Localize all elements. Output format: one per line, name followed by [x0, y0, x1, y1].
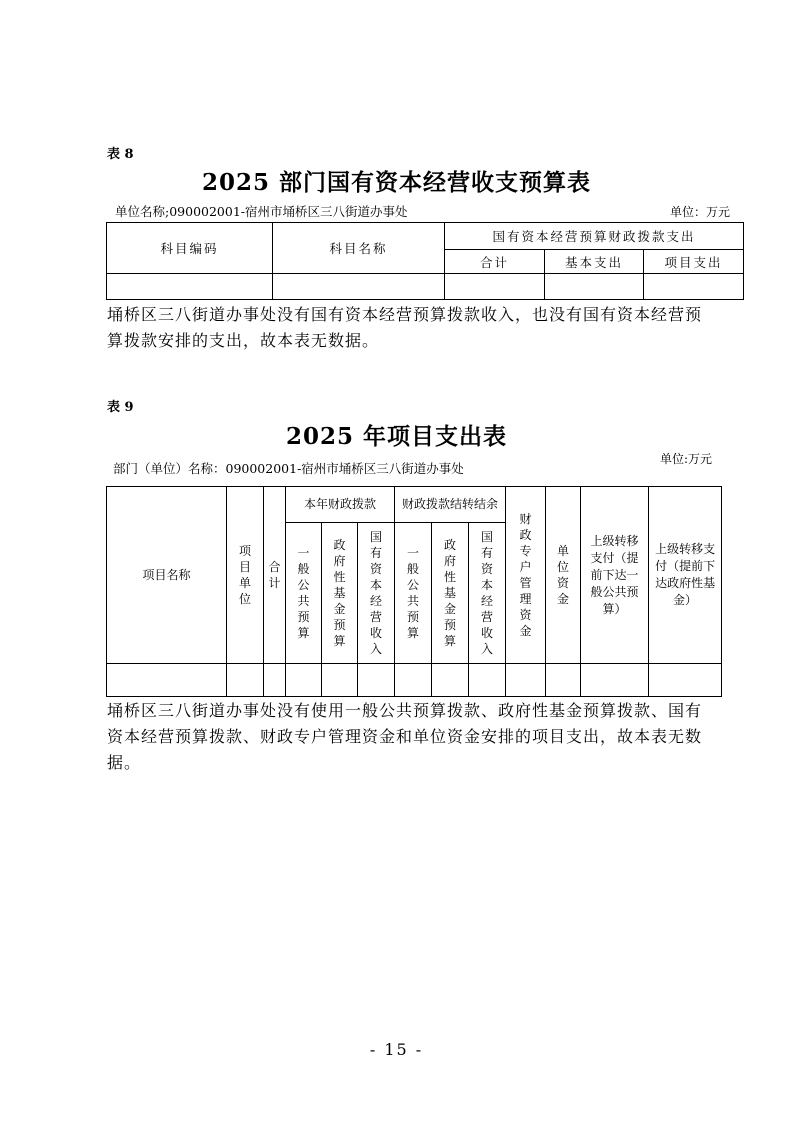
table8-org-name: 单位名称;090002001-宿州市埇桥区三八街道办事处	[115, 204, 408, 219]
table8-empty-row	[107, 274, 744, 300]
cell	[506, 664, 546, 697]
table9-title: 2025 年项目支出表	[285, 423, 508, 450]
table9-note: 埇桥区三八街道办事处没有使用一般公共预算拨款、政府性基金预算拨款、国有资本经营预算拨款、财政专户管理资金和单位资金安排的项目支出，故本表无数据。	[107, 701, 703, 772]
cell	[322, 664, 358, 697]
header-project-name: 项目名称	[107, 487, 227, 664]
header-transfer-general: 上级转移支付（提前下达一般公共预算）	[581, 487, 649, 664]
cell	[649, 664, 722, 697]
table8-tag: 表 8	[107, 147, 134, 162]
header-subject-code: 科目编码	[107, 223, 273, 274]
header-basic-expenditure: 基本支出	[545, 250, 644, 274]
cell	[227, 664, 264, 697]
table8-grid	[106, 222, 744, 300]
cell	[644, 274, 744, 300]
table9-org-name: 部门（单位）名称：090002001-宿州市埇桥区三八街道办事处	[113, 461, 464, 476]
cell	[545, 274, 644, 300]
header-state-capital-income-carryover: 国有资本经营收入	[481, 529, 494, 656]
header-unit-fund: 单位资金	[557, 543, 570, 606]
page-number: - 15 -	[369, 1040, 424, 1059]
cell	[432, 664, 469, 697]
table9-unit: 单位:万元	[660, 452, 713, 466]
header-carryover-balance: 财政拨款结转结余	[395, 487, 506, 523]
cell	[273, 274, 445, 300]
header-current-year-appropriation: 本年财政拨款	[286, 487, 395, 523]
header-subject-name: 科目名称	[273, 223, 445, 274]
table9-empty-row	[107, 664, 722, 697]
header-project-unit: 项目单位	[238, 543, 251, 606]
table9-tag: 表 9	[107, 400, 134, 415]
header-special-account-fund: 财政专户管理资金	[519, 511, 532, 638]
table8-unit: 单位：万元	[670, 205, 731, 219]
cell	[358, 664, 395, 697]
header-project-expenditure: 项目支出	[644, 250, 744, 274]
header-total: 合计	[268, 559, 281, 590]
cell	[546, 664, 581, 697]
cell	[395, 664, 432, 697]
cell	[264, 664, 286, 697]
cell	[445, 274, 545, 300]
header-gov-fund-budget: 政府性基金预算	[333, 537, 346, 648]
cell	[581, 664, 649, 697]
cell	[107, 274, 273, 300]
header-gov-fund-budget-carryover: 政府性基金预算	[444, 537, 457, 648]
table8-note: 埇桥区三八街道办事处没有国有资本经营预算拨款收入，也没有国有资本经营预算拨款安排的支出，故本表无数据。	[107, 305, 703, 350]
header-general-budget-carryover: 一般公共预算	[407, 545, 420, 640]
header-state-capital-income: 国有资本经营收入	[370, 529, 383, 656]
header-state-capital-expenditure: 国有资本经营预算财政拨款支出	[445, 223, 744, 250]
table8-title: 2025 部门国有资本经营收支预算表	[201, 169, 592, 196]
table9-grid	[106, 486, 722, 697]
header-transfer-fund: 上级转移支付（提前下达政府性基金）	[649, 487, 722, 664]
cell	[469, 664, 506, 697]
header-total: 合计	[445, 250, 545, 274]
header-general-budget: 一般公共预算	[297, 545, 310, 640]
cell	[107, 664, 227, 697]
cell	[286, 664, 322, 697]
